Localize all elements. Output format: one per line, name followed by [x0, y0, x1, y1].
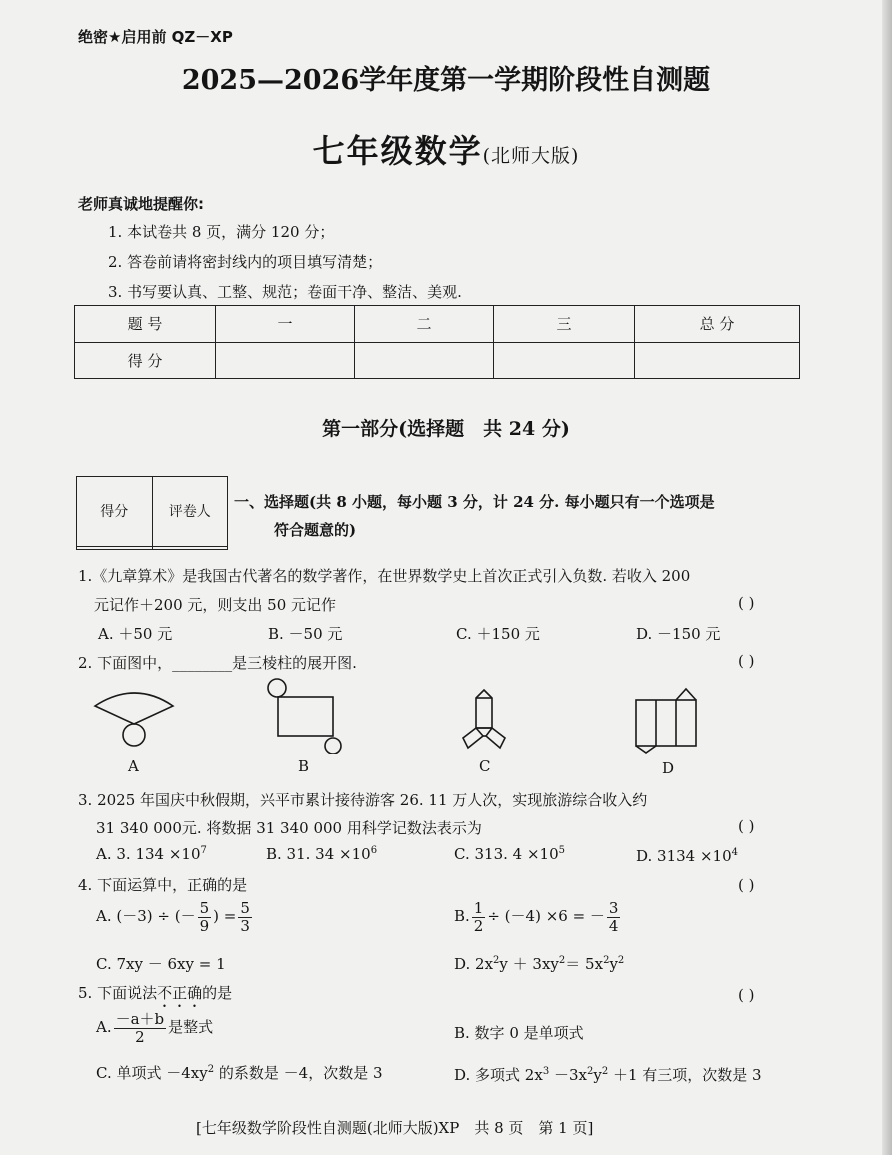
notice-item-2: 2. 答卷前请将密封线内的项目填写清楚；	[108, 253, 383, 271]
q2-figures	[90, 676, 750, 754]
section1-instructions-cont: 符合题意的)	[274, 521, 357, 539]
q4-option-a: A. (－3) ÷ (－ $\frac{5}{9}$ ) = $\frac{5}{3}$	[96, 899, 250, 935]
q1-stem-cont: 元记作＋200 元，则支出 50 元记作	[94, 596, 337, 614]
score-table	[74, 305, 800, 379]
q1-option-b: B. －50 元	[268, 625, 343, 643]
q5-option-c: C. 单项式 $-4xy^2$ 的系数是 －4，次数是 3	[96, 1064, 383, 1082]
score-table-header-row	[75, 306, 800, 343]
score-table-score-row	[75, 342, 800, 379]
score-cell-total	[635, 342, 800, 379]
page-edge-shadow	[882, 0, 892, 1155]
score-header-part3: 三	[494, 306, 635, 343]
q4-answer-blank: ( )	[738, 876, 755, 894]
q3-option-c: C. 313. $4 \times 10^5$	[454, 845, 565, 863]
q4-option-d: D. $2x^2y + 3xy^2= 5x^2y^2$	[454, 955, 625, 973]
notice-item-3: 3. 书写要认真、工整、规范；卷面干净、整洁、美观.	[108, 283, 462, 301]
figure-d-prism-net	[636, 689, 696, 753]
score-cell-part3	[494, 342, 635, 379]
q1-stem: 1.《九章算术》是我国古代著名的数学著作，在世界数学史上首次正式引入负数. 若收入 200	[78, 567, 691, 585]
q4-option-c: C. 7xy － 6xy = 1	[96, 955, 226, 973]
subject-name: 七年级数学	[312, 132, 483, 170]
q5-emphasis: 不正确	[157, 984, 203, 1002]
exam-title: 2025—2026学年度第一学期阶段性自测题	[181, 65, 711, 96]
q5-stem: 5. 下面说法不正确的是	[78, 984, 233, 1002]
grader-table	[76, 476, 228, 550]
score-cell-part1	[216, 342, 355, 379]
q4-stem: 4. 下面运算中，正确的是	[78, 876, 248, 894]
q2-label-d: D	[662, 759, 675, 777]
q3-option-a: A. 3. $134 \times 10^7$	[96, 845, 207, 863]
part1-title: 第一部分(选择题 共 24 分)	[322, 418, 570, 440]
q2-label-a: A	[128, 757, 139, 775]
q3-option-d: D. $3134 \times 10^4$	[636, 847, 738, 865]
q1-option-c: C. ＋150 元	[456, 625, 540, 643]
q2-stem: 2. 下面图中，________是三棱柱的展开图.	[78, 654, 357, 672]
q5-answer-blank: ( )	[738, 986, 755, 1004]
edition-label: (北师大版)	[482, 145, 580, 167]
q1-answer-blank: ( )	[738, 594, 755, 612]
figure-c-net	[463, 690, 505, 748]
q4-option-b: B. $\frac{1}{2}$ ÷ (－4) ×6 = － $\frac{3}{4}$	[454, 899, 619, 935]
grader-score-cell	[77, 546, 153, 549]
q1-option-d: D. －150 元	[636, 625, 721, 643]
score-header-part1: 一	[216, 306, 355, 343]
q2-label-c: C	[479, 757, 491, 775]
score-row-label: 得 分	[75, 342, 216, 379]
notice-heading: 老师真诚地提醒你:	[78, 195, 204, 213]
q3-answer-blank: ( )	[738, 817, 755, 835]
score-header-label: 题 号	[75, 306, 216, 343]
grader-name-header: 评卷人	[152, 477, 228, 547]
q2-answer-blank: ( )	[738, 652, 755, 670]
score-cell-part2	[355, 342, 494, 379]
score-header-total: 总 分	[635, 306, 800, 343]
q3-option-b: B. 31. $34 \times 10^6$	[266, 845, 378, 863]
page-footer: [七年级数学阶段性自测题(北师大版)XP 共 8 页 第 1 页]	[196, 1119, 594, 1137]
q3-stem-cont: 31 340 000元. 将数据 31 340 000 用科学记数法表示为	[96, 819, 482, 837]
section1-instructions: 一、选择题(共 8 小题，每小题 3 分，计 24 分. 每小题只有一个选项是	[234, 493, 715, 511]
q5-option-d: D. 多项式 $2x^3 -3x^2y^2 +1$ 有三项，次数是 3	[454, 1066, 762, 1084]
q1-option-a: A. ＋50 元	[98, 625, 173, 643]
confidential-mark: 绝密★启用前 QZ－XP	[78, 28, 233, 46]
grader-score-header: 得分	[77, 477, 153, 547]
q2-label-b: B	[298, 757, 310, 775]
grader-name-cell	[152, 546, 228, 549]
q5-option-b: B. 数字 0 是单项式	[454, 1024, 584, 1042]
figure-b-cylinder-net	[268, 679, 341, 754]
q3-stem: 3. 2025 年国庆中秋假期，兴平市累计接待游客 26. 11 万人次，实现旅游综合收入约	[78, 791, 648, 809]
notice-item-1: 1. 本试卷共 8 页，满分 120 分；	[108, 223, 335, 241]
q5-option-a: A. $\frac{-a+b}{2}$ 是整式	[96, 1010, 214, 1046]
score-header-part2: 二	[355, 306, 494, 343]
figure-a-cone-net	[95, 693, 173, 746]
exam-subject	[0, 126, 892, 172]
